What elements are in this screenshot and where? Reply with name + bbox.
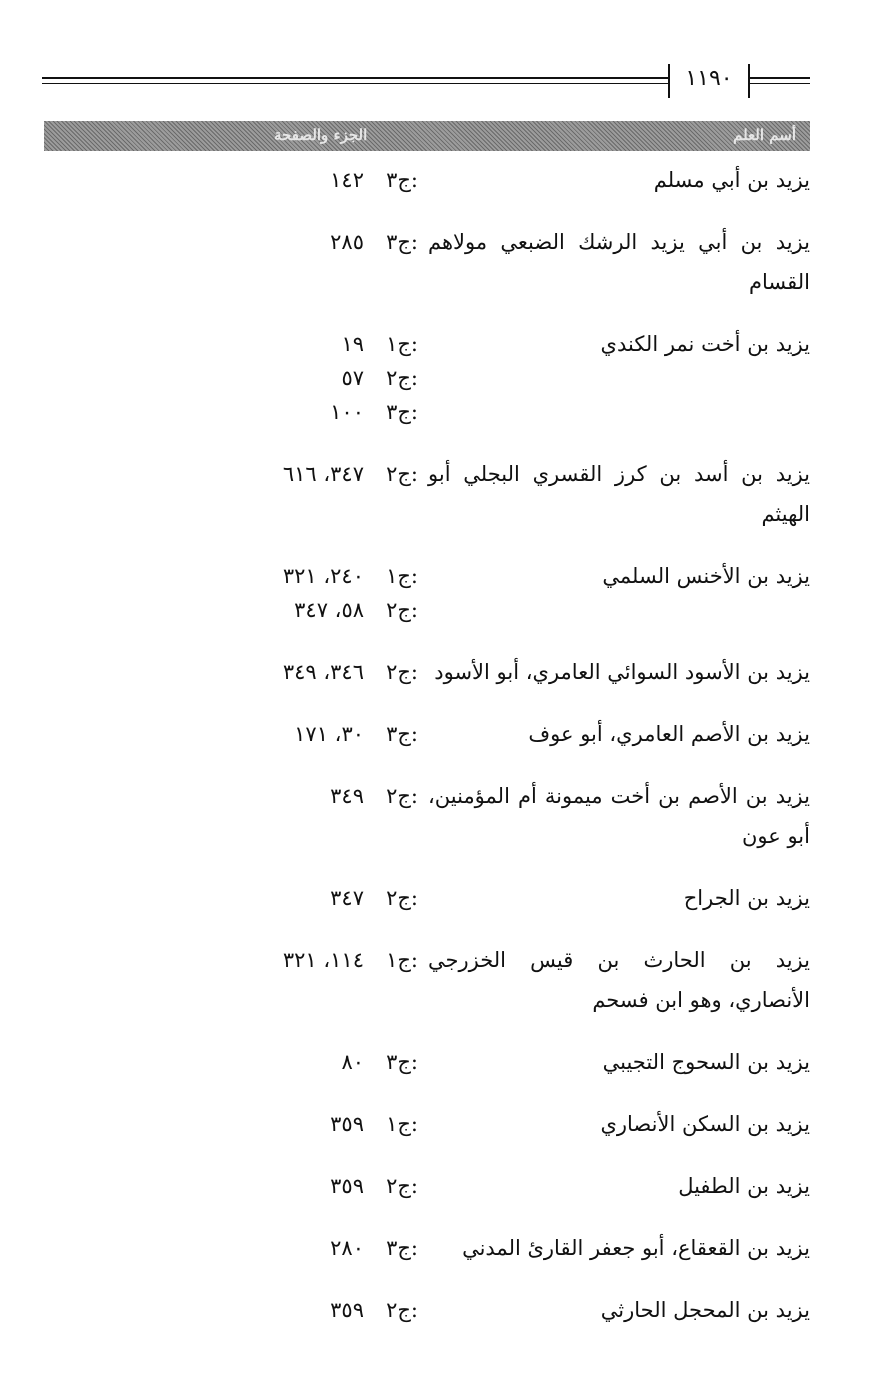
header-bar-left bbox=[668, 64, 670, 98]
entry-ref-volume: ج١: bbox=[386, 1112, 418, 1136]
entry-refs bbox=[204, 652, 418, 686]
entry-ref-volume: ج٣: bbox=[386, 722, 418, 746]
entry-ref-pages: ١٩ bbox=[341, 332, 364, 356]
entry-refs bbox=[204, 1042, 418, 1076]
index-entry bbox=[44, 556, 810, 630]
entry-ref-pages: ٣٤٩ bbox=[330, 784, 364, 808]
entry-refs bbox=[204, 1166, 418, 1200]
entry-ref-volume: ج٢: bbox=[386, 886, 418, 910]
entry-refs bbox=[204, 714, 418, 748]
entry-name: يزيد بن السحوج التجيبي bbox=[602, 1050, 810, 1074]
entry-ref-volume: ج٢: bbox=[386, 598, 418, 622]
entry-ref-pages: ٢٤٠، ٣٢١ bbox=[282, 564, 364, 588]
page-header bbox=[42, 64, 810, 98]
entry-ref bbox=[204, 222, 418, 256]
index-entry bbox=[44, 1166, 810, 1206]
entry-name: يزيد بن المحجل الحارثي bbox=[600, 1298, 810, 1322]
column-header-band bbox=[44, 121, 810, 151]
entry-ref bbox=[204, 1228, 418, 1262]
entry-name: يزيد بن الحارث بن قيس الخزرجي الأنصاري، وهو ابن فسحم bbox=[428, 948, 810, 1012]
entry-refs bbox=[204, 160, 418, 194]
entry-ref bbox=[204, 392, 418, 426]
index-entry bbox=[44, 160, 810, 200]
entry-ref bbox=[204, 358, 418, 392]
entry-ref-volume: ج١: bbox=[386, 948, 418, 972]
entry-ref-pages: ٣٥٩ bbox=[330, 1112, 364, 1136]
entry-ref-pages: ٣٥٩ bbox=[330, 1298, 364, 1322]
entry-name: يزيد بن الجراح bbox=[683, 886, 810, 910]
entry-name: يزيد بن أسد بن كرز القسري البجلي أبو الهيثم bbox=[428, 462, 810, 526]
entry-ref-volume: ج١: bbox=[386, 332, 418, 356]
index-entry bbox=[44, 454, 810, 534]
entry-ref bbox=[204, 1042, 418, 1076]
entry-ref-pages: ١١٤، ٣٢١ bbox=[282, 948, 364, 972]
entry-ref-volume: ج٣: bbox=[386, 230, 418, 254]
entry-name: يزيد بن السكن الأنصاري bbox=[600, 1112, 810, 1136]
entry-name: يزيد بن الأصم بن أخت ميمونة أم المؤمنين، أبو عون bbox=[428, 784, 810, 848]
entry-ref bbox=[204, 454, 418, 488]
entry-name: يزيد بن القعقاع، أبو جعفر القارئ المدني bbox=[462, 1236, 810, 1260]
entry-ref bbox=[204, 1290, 418, 1324]
column-header-name: أسم العلم bbox=[733, 126, 796, 144]
index-entry bbox=[44, 1228, 810, 1268]
entry-ref-volume: ج٣: bbox=[386, 1050, 418, 1074]
column-header-ref: الجزء والصفحة bbox=[274, 126, 368, 144]
entry-ref-volume: ج٣: bbox=[386, 168, 418, 192]
entry-ref-pages: ١٠٠ bbox=[330, 400, 364, 424]
page-number: ١١٩٠ bbox=[685, 66, 733, 91]
entry-refs bbox=[204, 324, 418, 426]
entry-ref bbox=[204, 1166, 418, 1200]
entry-ref-pages: ٢٨٠ bbox=[330, 1236, 364, 1260]
entry-ref-volume: ج٢: bbox=[386, 1298, 418, 1322]
entry-ref bbox=[204, 160, 418, 194]
entry-ref-pages: ٣٤٦، ٣٤٩ bbox=[282, 660, 364, 684]
entry-refs bbox=[204, 1104, 418, 1138]
entry-ref-pages: ٣٥٩ bbox=[330, 1174, 364, 1198]
index-entry bbox=[44, 324, 810, 432]
entry-name: يزيد بن الأسود السوائي العامري، أبو الأسود bbox=[434, 660, 810, 684]
entry-ref-pages: ٣٤٧، ٦١٦ bbox=[282, 462, 364, 486]
index-entry bbox=[44, 1042, 810, 1082]
entry-ref-volume: ج٢: bbox=[386, 366, 418, 390]
entry-refs bbox=[204, 1290, 418, 1324]
entry-ref-volume: ج٢: bbox=[386, 462, 418, 486]
index-entry bbox=[44, 776, 810, 856]
entry-name: يزيد بن الأخنس السلمي bbox=[602, 564, 810, 588]
entry-ref-volume: ج٣: bbox=[386, 1236, 418, 1260]
entry-name: يزيد بن أبي مسلم bbox=[653, 168, 810, 192]
entry-ref-volume: ج٢: bbox=[386, 784, 418, 808]
entry-refs bbox=[204, 878, 418, 912]
entry-ref-pages: ٢٨٥ bbox=[330, 230, 364, 254]
index-entries bbox=[44, 160, 810, 1352]
index-entry bbox=[44, 878, 810, 918]
entry-ref-pages: ٣٤٧ bbox=[330, 886, 364, 910]
entry-ref bbox=[204, 1104, 418, 1138]
index-entry bbox=[44, 222, 810, 302]
entry-name: يزيد بن الأصم العامري، أبو عوف bbox=[528, 722, 810, 746]
header-rule-left bbox=[42, 77, 670, 84]
entry-name: يزيد بن أبي يزيد الرشك الضبعي مولاهم القسام bbox=[428, 230, 810, 294]
entry-ref-volume: ج٢: bbox=[386, 660, 418, 684]
entry-ref-pages: ١٤٢ bbox=[330, 168, 364, 192]
index-entry bbox=[44, 652, 810, 692]
entry-ref bbox=[204, 776, 418, 810]
entry-refs bbox=[204, 776, 418, 810]
entry-ref bbox=[204, 556, 418, 590]
entry-ref bbox=[204, 652, 418, 686]
entry-ref-pages: ٨٠ bbox=[341, 1050, 364, 1074]
index-entry bbox=[44, 1104, 810, 1144]
entry-refs bbox=[204, 556, 418, 624]
entry-ref-volume: ج٢: bbox=[386, 1174, 418, 1198]
index-entry bbox=[44, 1290, 810, 1330]
entry-refs bbox=[204, 454, 418, 488]
entry-ref-pages: ٣٠، ١٧١ bbox=[294, 722, 364, 746]
entry-ref bbox=[204, 878, 418, 912]
header-rule-right bbox=[750, 77, 810, 84]
entry-ref bbox=[204, 590, 418, 624]
entry-name: يزيد بن أخت نمر الكندي bbox=[600, 332, 810, 356]
entry-ref-volume: ج١: bbox=[386, 564, 418, 588]
index-entry bbox=[44, 714, 810, 754]
entry-refs bbox=[204, 940, 418, 974]
entry-refs bbox=[204, 222, 418, 256]
entry-ref bbox=[204, 324, 418, 358]
entry-ref-pages: ٥٧ bbox=[341, 366, 364, 390]
index-entry bbox=[44, 940, 810, 1020]
entry-ref bbox=[204, 714, 418, 748]
entry-ref bbox=[204, 940, 418, 974]
entry-ref-volume: ج٣: bbox=[386, 400, 418, 424]
entry-ref-pages: ٥٨، ٣٤٧ bbox=[294, 598, 364, 622]
entry-name: يزيد بن الطفيل bbox=[678, 1174, 810, 1198]
entry-refs bbox=[204, 1228, 418, 1262]
